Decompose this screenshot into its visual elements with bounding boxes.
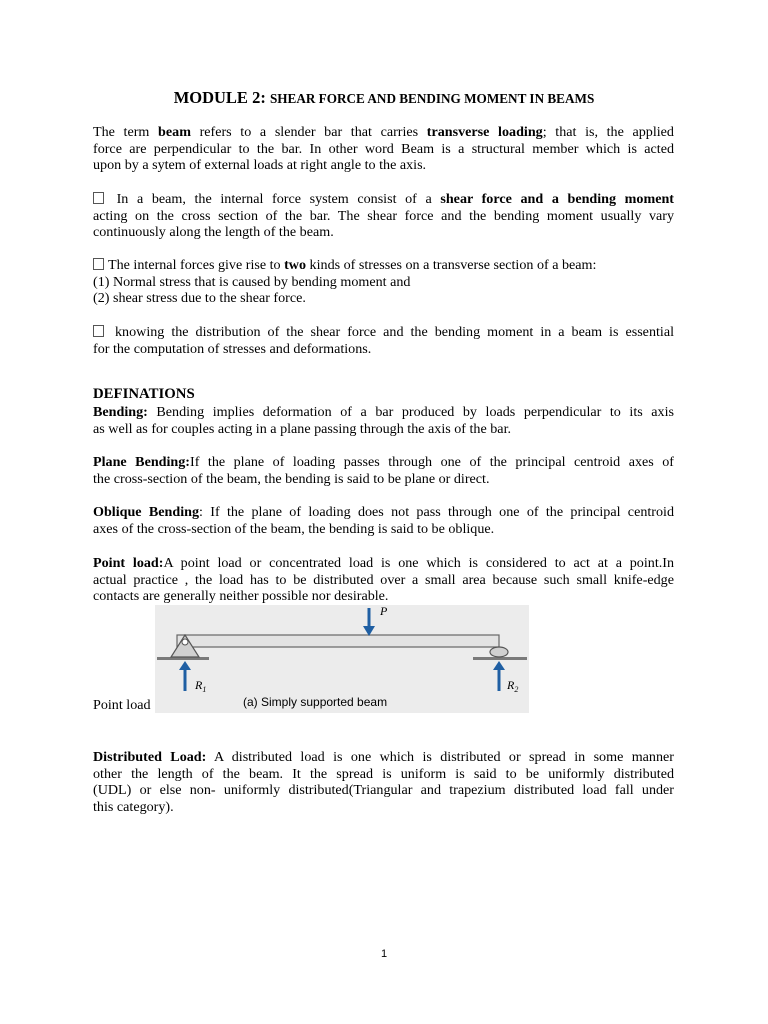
r2-subscript: 2: [514, 685, 519, 694]
text: In a beam, the internal force system consist of a: [108, 191, 441, 207]
text-line: (2) shear stress due to the shear force.: [93, 290, 306, 307]
text: ; that is, the applied: [542, 124, 674, 140]
r1-label: R: [195, 678, 203, 692]
definition-point-load: [93, 555, 674, 605]
text: If the plane of loading passes through one of the principal centroid axes of: [190, 454, 674, 470]
text: : If the plane of loading does not pass through one of the principal centroid: [199, 504, 674, 520]
figure-caption: (a) Simply supported beam: [243, 695, 388, 709]
load-label: P: [380, 605, 388, 618]
module-label: MODULE 2:: [173, 88, 266, 107]
text-line: this category).: [93, 798, 174, 815]
text-line: other the length of the beam. It the spread is uniform is said to be uniformly distributed: [93, 765, 674, 782]
bullet-box-icon: [93, 258, 104, 270]
text: A point load or concentrated load is one which is considered to act at a point.In: [163, 555, 674, 571]
text: The term: [93, 124, 159, 140]
term-bending: Bending:: [93, 404, 148, 420]
text-line: axes of the cross-section of the beam, the bending is said to be oblique.: [93, 520, 495, 537]
bullet-paragraph-1: [93, 191, 674, 241]
page-title: [0, 88, 768, 108]
module-subject: SHEAR FORCE AND BENDING MOMENT IN BEAMS: [269, 91, 595, 106]
definition-bending: [93, 404, 674, 437]
r2-label: R: [507, 678, 515, 692]
text-line: (UDL) or else non- uniformly distributed(Triangular and trapezium distributed load fall under: [93, 782, 674, 799]
roller-support-right: [490, 647, 508, 657]
simply-supported-beam-figure: [155, 605, 529, 713]
beam: [177, 635, 499, 647]
text-line: contacts are generally neither possible nor desirable.: [93, 588, 389, 605]
term-beam: beam: [158, 124, 191, 140]
bullet-paragraph-2: [93, 257, 674, 307]
text-line: for the computation of stresses and deformations.: [93, 340, 372, 357]
text-line: acting on the cross section of the bar. The shear force and the bending moment usually vary: [93, 207, 674, 224]
term-two: two: [284, 257, 307, 273]
bullet-paragraph-3: [93, 324, 674, 357]
intro-paragraph: [93, 124, 674, 174]
text: Bending implies deformation of a bar produced by loads perpendicular to its axis: [147, 404, 674, 420]
term-transverse-loading: transverse loading: [426, 124, 543, 140]
bullet-box-icon: [93, 192, 104, 204]
page-number: 1: [380, 948, 388, 960]
definition-oblique-bending: [93, 504, 674, 537]
text: A distributed load is one which is distributed or spread in some manner: [206, 749, 674, 765]
r1-subscript: 1: [202, 685, 207, 694]
bullet-box-icon: [93, 325, 104, 337]
term-distributed-load: Distributed Load:: [93, 749, 207, 765]
text: refers to a slender bar that carries: [190, 124, 427, 140]
text-line: the cross-section of the beam, the bending is said to be plane or direct.: [93, 470, 490, 487]
text-line: (1) Normal stress that is caused by bending moment and: [93, 273, 411, 290]
text-line: as well as for couples acting in a plane passing through the axis of the bar.: [93, 420, 512, 437]
text: kinds of stresses on a transverse section of a beam:: [306, 257, 597, 273]
definitions-heading: DEFINATIONS: [93, 386, 195, 402]
definition-plane-bending: [93, 454, 674, 487]
pin-hinge: [182, 639, 188, 645]
text-line: actual practice , the load has to be distributed over a small area because such small knife-edge: [93, 571, 674, 588]
text: knowing the distribution of the shear force and the bending moment in a beam is essential: [108, 324, 674, 340]
definition-distributed-load: [93, 749, 674, 815]
text-line: upon by a sytem of external loads at right angle to the axis.: [93, 157, 427, 174]
term-shear-force-bending-moment: shear force and a bending moment: [440, 191, 674, 207]
text: The internal forces give rise to: [108, 257, 285, 273]
term-oblique-bending: Oblique Bending: [93, 504, 200, 520]
term-plane-bending: Plane Bending:: [93, 454, 191, 470]
text-line: force are perpendicular to the bar. In other word Beam is a structural member which is acted: [93, 140, 674, 157]
figure-side-label: Point load: [93, 697, 151, 713]
term-point-load: Point load:: [93, 555, 164, 571]
text-line: continuously along the length of the beam.: [93, 224, 334, 241]
